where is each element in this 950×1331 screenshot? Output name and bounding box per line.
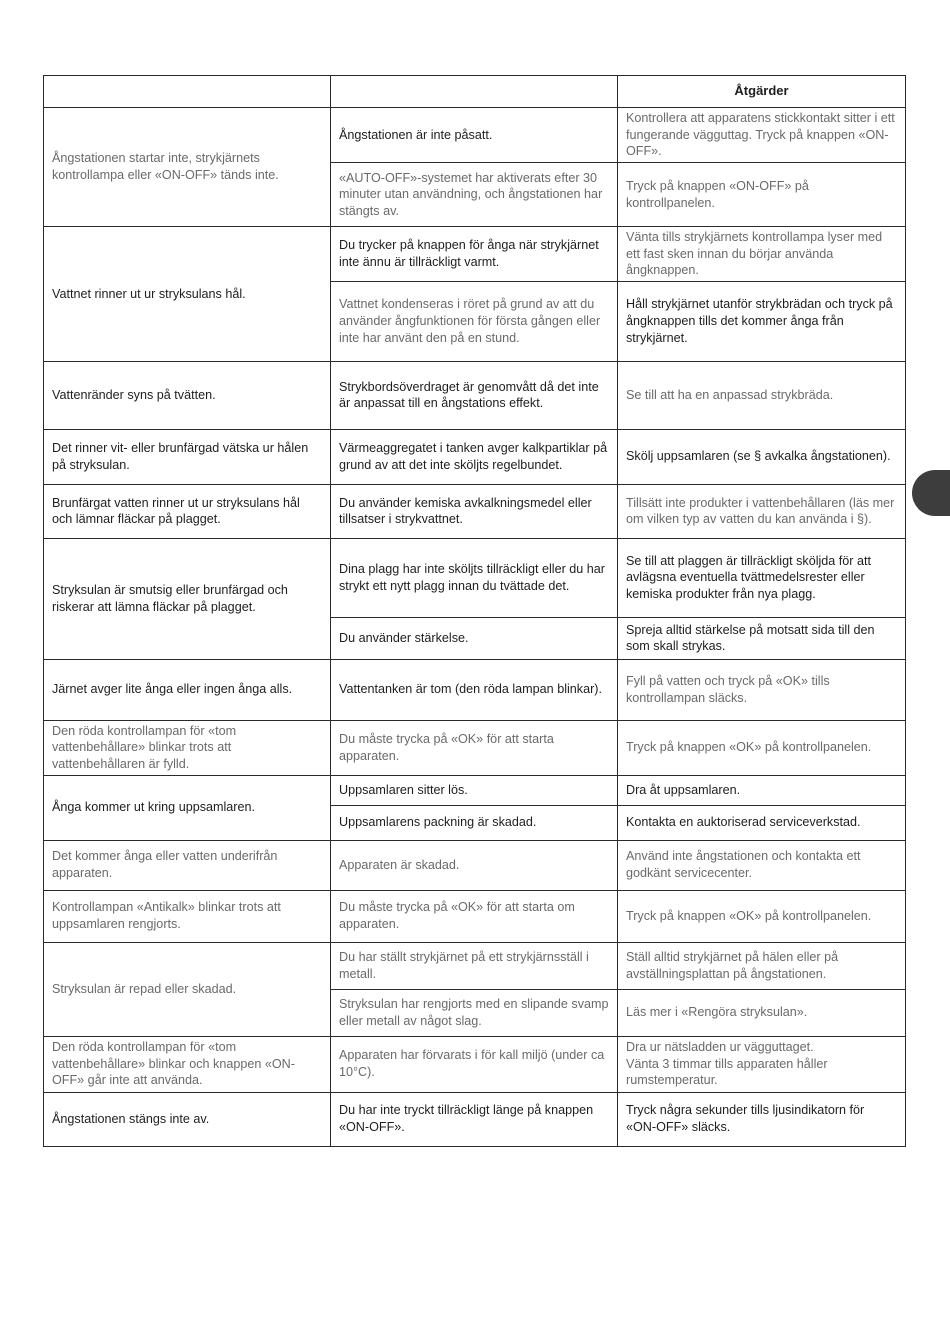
problem-cell: Det rinner vit- eller brunfärgad vätska ur hålen på stryksulan.	[44, 429, 331, 484]
cause-cell: Apparaten är skadad.	[331, 840, 618, 890]
table-row	[44, 890, 906, 942]
cause-cell: Du trycker på knappen för ånga när strykjärnet inte ännu är tillräckligt varmt.	[331, 227, 618, 282]
problem-cell: Den röda kontrollampan för «tom vattenbehållare» blinkar och knappen «ON-OFF» går inte att använda.	[44, 1036, 331, 1092]
table-row	[44, 108, 906, 163]
header-problem	[44, 76, 331, 108]
remedy-cell: Dra åt uppsamlaren.	[618, 775, 906, 805]
remedy-cell: Dra ur nätsladden ur vägguttaget. Vänta 3 timmar tills apparaten håller rumstemperatur.	[618, 1036, 906, 1092]
remedy-cell: Kontrollera att apparatens stickkontakt sitter i ett fungerande vägguttag. Tryck på knappen «ON-OFF».	[618, 108, 906, 163]
remedy-cell: Tillsätt inte produkter i vattenbehållaren (läs mer om vilken typ av vatten du kan använda i §).	[618, 484, 906, 538]
remedy-cell: Skölj uppsamlaren (se § avkalka ångstationen).	[618, 429, 906, 484]
remedy-cell: Se till att ha en anpassad strykbräda.	[618, 361, 906, 429]
remedy-cell: Vänta tills strykjärnets kontrollampa lyser med ett fast sken innan du börjar använda ångknappen.	[618, 227, 906, 282]
table-row	[44, 538, 906, 617]
remedy-cell: Tryck några sekunder tills ljusindikatorn för «ON-OFF» släcks.	[618, 1092, 906, 1146]
problem-cell: Ångstationen startar inte, strykjärnets kontrollampa eller «ON-OFF» tänds inte.	[44, 108, 331, 227]
remedy-cell: Kontakta en auktoriserad serviceverkstad.	[618, 805, 906, 840]
remedy-cell: Läs mer i «Rengöra stryksulan».	[618, 989, 906, 1036]
problem-cell: Brunfärgat vatten rinner ut ur stryksulans hål och lämnar fläckar på plagget.	[44, 484, 331, 538]
cause-cell: Stryksulan har rengjorts med en slipande svamp eller metall av något slag.	[331, 989, 618, 1036]
cause-cell: Uppsamlaren sitter lös.	[331, 775, 618, 805]
problem-cell: Ångstationen stängs inte av.	[44, 1092, 331, 1146]
cause-cell: «AUTO-OFF»-systemet har aktiverats efter 30 minuter utan användning, och ångstationen har stängts av.	[331, 163, 618, 227]
cause-cell: Uppsamlarens packning är skadad.	[331, 805, 618, 840]
cause-cell: Du måste trycka på «OK» för att starta apparaten.	[331, 720, 618, 775]
remedy-cell: Tryck på knappen «ON-OFF» på kontrollpanelen.	[618, 163, 906, 227]
problem-cell: Kontrollampan «Antikalk» blinkar trots att uppsamlaren rengjorts.	[44, 890, 331, 942]
table-row	[44, 361, 906, 429]
remedy-cell: Se till att plaggen är tillräckligt sköljda för att avlägsna eventuella tvättmedelsrester eller kemiska produkter från nya plagg.	[618, 538, 906, 617]
header-cause	[331, 76, 618, 108]
cause-cell: Apparaten har förvarats i för kall miljö (under ca 10°C).	[331, 1036, 618, 1092]
table-header-row	[44, 76, 906, 108]
table-row	[44, 429, 906, 484]
problem-cell: Vattenränder syns på tvätten.	[44, 361, 331, 429]
table-row	[44, 227, 906, 282]
remedy-cell: Tryck på knappen «OK» på kontrollpanelen.	[618, 720, 906, 775]
cause-cell: Vattnet kondenseras i röret på grund av att du använder ångfunktionen för första gången eller inte har använt den på en stund.	[331, 281, 618, 361]
table-row	[44, 1036, 906, 1092]
table-row	[44, 775, 906, 805]
problem-cell: Järnet avger lite ånga eller ingen ånga alls.	[44, 659, 331, 720]
remedy-cell: Fyll på vatten och tryck på «OK» tills kontrollampan släcks.	[618, 659, 906, 720]
cause-cell: Du har inte tryckt tillräckligt länge på knappen «ON-OFF».	[331, 1092, 618, 1146]
cause-cell: Vattentanken är tom (den röda lampan blinkar).	[331, 659, 618, 720]
cause-cell: Dina plagg har inte sköljts tillräckligt eller du har strykt ett nytt plagg innan du tvättade det.	[331, 538, 618, 617]
remedy-cell: Använd inte ångstationen och kontakta ett godkänt servicecenter.	[618, 840, 906, 890]
table-row	[44, 659, 906, 720]
cause-cell: Strykbordsöverdraget är genomvått då det inte är anpassat till en ångstations effekt.	[331, 361, 618, 429]
remedy-cell: Tryck på knappen «OK» på kontrollpanelen.	[618, 890, 906, 942]
cause-cell: Du måste trycka på «OK» för att starta om apparaten.	[331, 890, 618, 942]
cause-cell: Du använder kemiska avkalkningsmedel eller tillsatser i strykvattnet.	[331, 484, 618, 538]
problem-cell: Det kommer ånga eller vatten underifrån apparaten.	[44, 840, 331, 890]
problem-cell: Stryksulan är repad eller skadad.	[44, 942, 331, 1036]
table-row	[44, 484, 906, 538]
table-row	[44, 1092, 906, 1146]
header-remedy: Åtgärder	[618, 76, 906, 108]
remedy-cell: Spreja alltid stärkelse på motsatt sida till den som skall strykas.	[618, 617, 906, 659]
cause-cell: Värmeaggregatet i tanken avger kalkpartiklar på grund av att det inte sköljts regelbundet.	[331, 429, 618, 484]
remedy-cell: Ställ alltid strykjärnet på hälen eller på avställningsplattan på ångstationen.	[618, 942, 906, 989]
cause-cell: Ångstationen är inte påsatt.	[331, 108, 618, 163]
cause-cell: Du använder stärkelse.	[331, 617, 618, 659]
troubleshooting-table	[43, 75, 906, 1147]
table-row	[44, 720, 906, 775]
problem-cell: Stryksulan är smutsig eller brunfärgad och riskerar att lämna fläckar på plagget.	[44, 538, 331, 659]
table-row	[44, 840, 906, 890]
problem-cell: Den röda kontrollampan för «tom vattenbehållare» blinkar trots att vattenbehållaren är fylld.	[44, 720, 331, 775]
problem-cell: Ånga kommer ut kring uppsamlaren.	[44, 775, 331, 840]
remedy-cell: Håll strykjärnet utanför strykbrädan och tryck på ångknappen tills det kommer ånga från strykjärnet.	[618, 281, 906, 361]
troubleshooting-table-body	[44, 76, 906, 1147]
problem-cell: Vattnet rinner ut ur stryksulans hål.	[44, 227, 331, 362]
table-row	[44, 942, 906, 989]
section-tab-marker	[912, 470, 950, 516]
cause-cell: Du har ställt strykjärnet på ett strykjärnsställ i metall.	[331, 942, 618, 989]
